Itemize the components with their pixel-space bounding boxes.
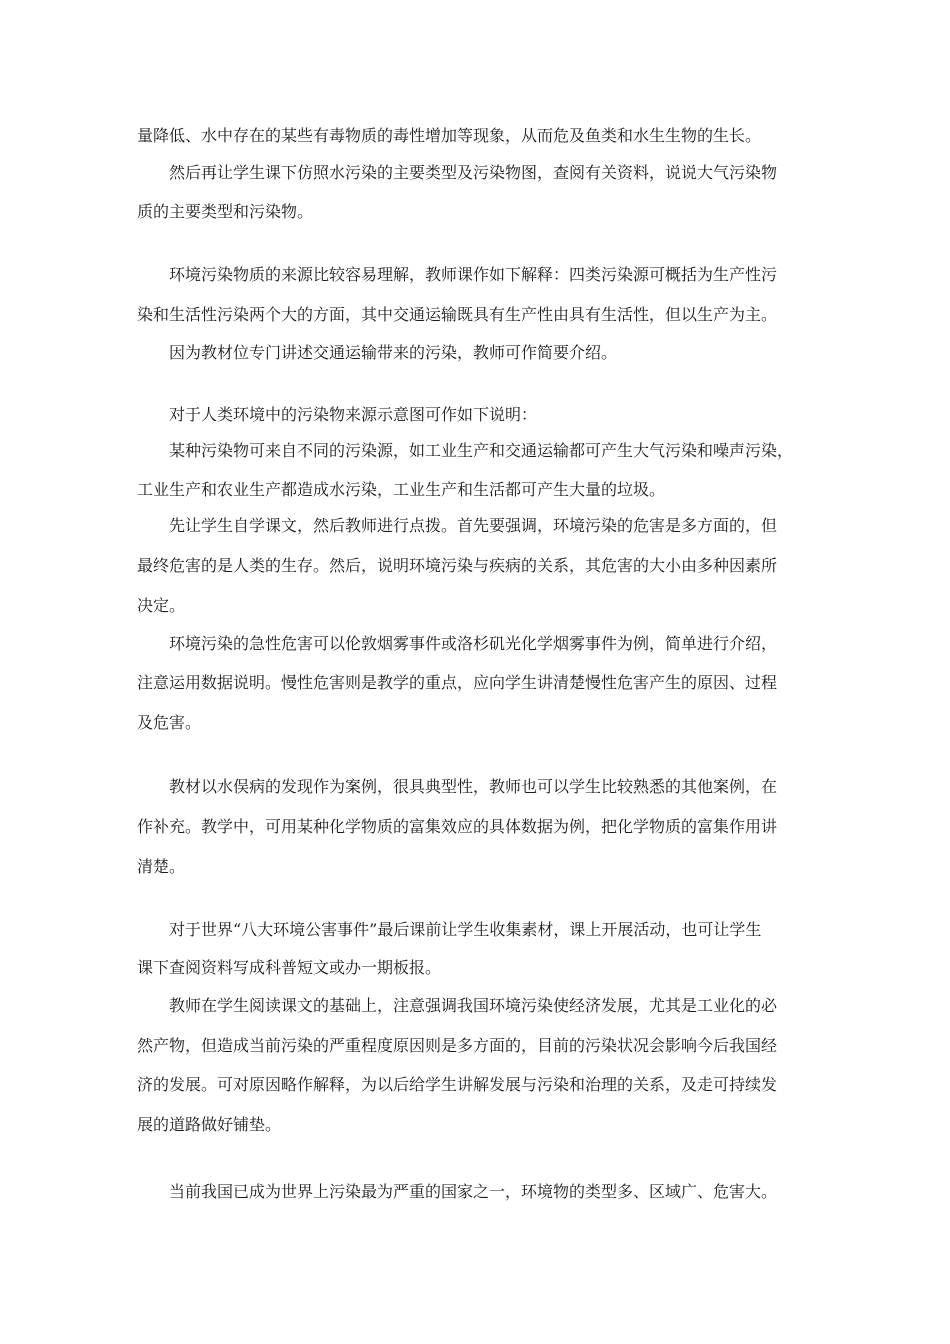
paragraph-line: 工业生产和农业生产都造成水污染，工业生产和生活都可产生大量的垃圾。 [137,480,666,499]
paragraph-line: 染和生活性污染两个大的方面，其中交通运输既具有生产性由具有生活性，但以生产为主。 [137,305,778,324]
paragraph-line: 济的发展。可对原因略作解释，为以后给学生讲解发展与污染和治理的关系，及走可持续发 [137,1075,778,1094]
paragraph-line: 作补充。教学中，可用某种化学物质的富集效应的具体数据为例，把化学物质的富集作用讲 [137,817,778,836]
paragraph-line: 对于人类环境中的污染物来源示意图可作如下说明： [169,405,538,424]
paragraph-line: 课下查阅资料写成科普短文或办一期板报。 [137,958,442,977]
paragraph-line: 环境污染物质的来源比较容易理解，教师课作如下解释：四类污染源可概括为生产性污 [169,265,778,284]
paragraph-line: 量降低、水中存在的某些有毒物质的毒性增加等现象，从而危及鱼类和水生生物的生长。 [137,126,762,145]
paragraph-line: 注意运用数据说明。慢性危害则是教学的重点，应向学生讲清楚慢性危害产生的原因、过程 [137,673,778,692]
paragraph-line: 先让学生自学课文，然后教师进行点拨。首先要强调，环境污染的危害是多方面的，但 [169,516,778,535]
paragraph-line: 教材以水俣病的发现作为案例，很具典型性，教师也可以学生比较熟悉的其他案例，在 [169,777,778,796]
paragraph-line: 因为教材位专门讲述交通运输带来的污染，教师可作简要介绍。 [169,343,618,362]
paragraph-line: 环境污染的急性危害可以伦敦烟雾事件或洛杉矶光化学烟雾事件为例，简单进行介绍， [169,634,778,653]
paragraph-line: 质的主要类型和污染物。 [137,202,314,221]
paragraph-line: 对于世界“八大环境公害事件”最后课前让学生收集素材，课上开展活动，也可让学生 [169,920,762,939]
paragraph-line: 清楚。 [137,857,186,876]
paragraph-line: 最终危害的是人类的生存。然后，说明环境污染与疾病的关系，其危害的大小由多种因素所 [137,556,778,575]
paragraph-line: 然产物，但造成当前污染的严重程度原因则是多方面的，目前的污染状况会影响今后我国经 [137,1036,778,1055]
paragraph-line: 然后再让学生课下仿照水污染的主要类型及污染物图，查阅有关资料，说说大气污染物 [169,163,778,182]
paragraph-line: 当前我国已成为世界上污染最为严重的国家之一，环境物的类型多、区域广、危害大。 [169,1182,778,1201]
paragraph-line: 及危害。 [137,713,202,732]
paragraph-line: 教师在学生阅读课文的基础上，注意强调我国环境污染使经济发展，尤其是工业化的必 [169,996,778,1015]
paragraph-line: 某种污染物可来自不同的污染源，如工业生产和交通运输都可产生大气污染和噪声污染， [169,441,794,460]
paragraph-line: 决定。 [137,596,186,615]
paragraph-line: 展的道路做好铺垫。 [137,1115,282,1134]
